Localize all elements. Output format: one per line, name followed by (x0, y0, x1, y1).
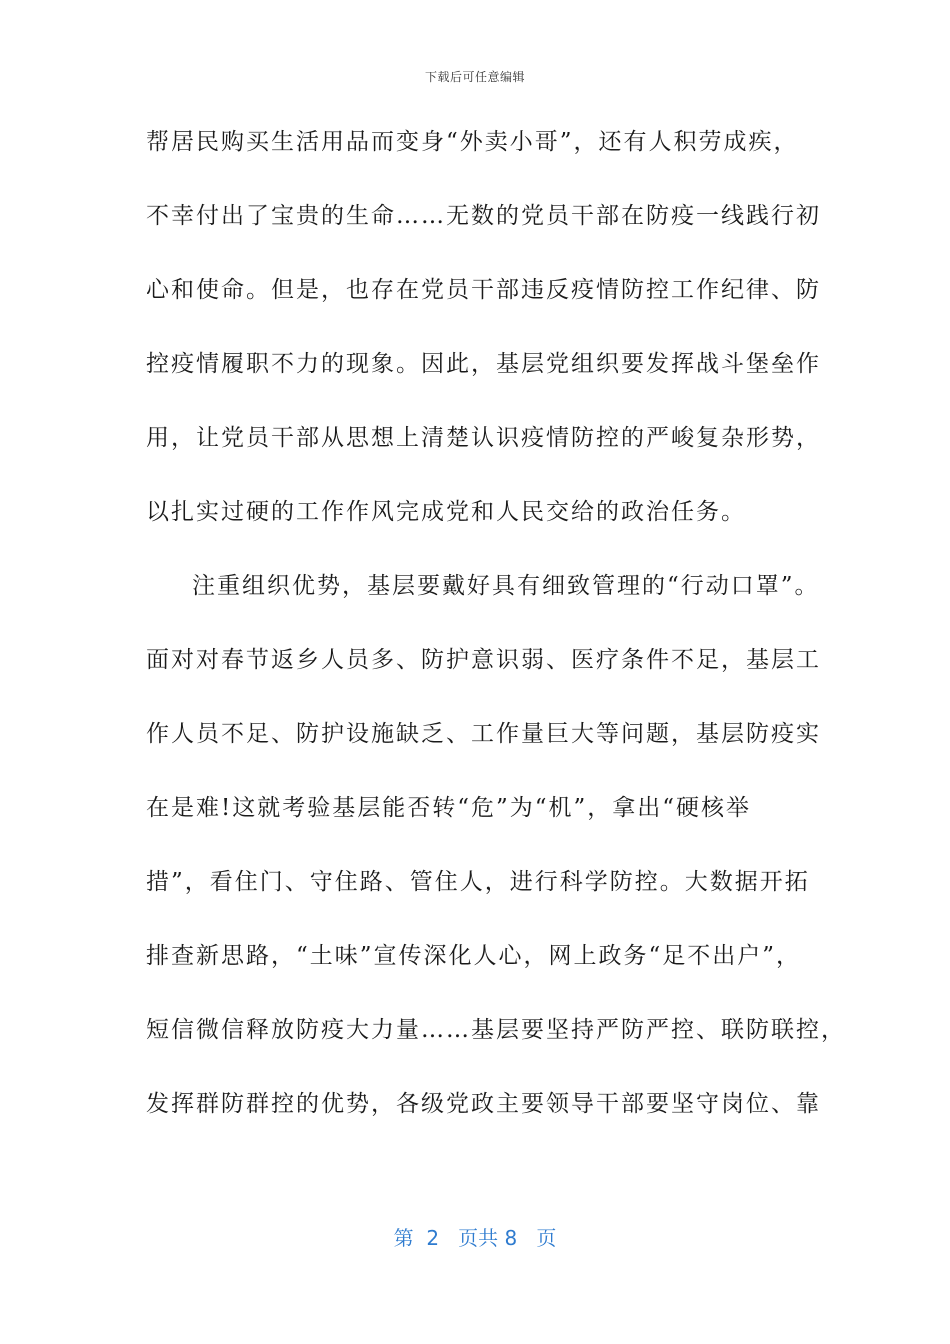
text-line: 心和使命。但是，也存在党员干部违反疫情防控工作纪律、防 (146, 277, 821, 303)
text-line: 措”，看住门、守住路、管住人，进行科学防控。大数据开拓 (146, 869, 810, 895)
text-line: 作人员不足、防护设施缺乏、工作量巨大等问题，基层防疫实 (146, 721, 821, 747)
text-line: 面对对春节返乡人员多、防护意识弱、医疗条件不足，基层工 (146, 647, 821, 673)
text-line: 不幸付出了宝贵的生命……无数的党员干部在防疫一线践行初 (146, 203, 821, 229)
page-header: 下载后可任意编辑 (424, 70, 525, 84)
text-line: 以扎实过硬的工作作风完成党和人民交给的政治任务。 (146, 499, 746, 525)
text-line: 短信微信释放防疫大力量……基层要坚持严防严控、联防联控， (146, 1017, 846, 1043)
text-line: 控疫情履职不力的现象。因此，基层党组织要发挥战斗堡垒作 (146, 351, 821, 377)
text-line: 用，让党员干部从思想上清楚认识疫情防控的严峻复杂形势， (146, 425, 821, 451)
text-line: 发挥群防群控的优势，各级党政主要领导干部要坚守岗位、靠 (146, 1091, 821, 1117)
paragraph-first-line: 注重组织优势，基层要戴好具有细致管理的“行动口罩”。 (192, 573, 820, 599)
document-body (146, 120, 846, 1156)
text-line: 在是难!这就考验基层能否转“危”为“机”，拿出“硬核举 (146, 795, 752, 821)
page-number: 第 2 页共 8 页 (393, 1226, 557, 1250)
text-line: 排查新思路，“土味”宣传深化人心，网上政务“足不出户”， (146, 943, 802, 969)
text-line: 帮居民购买生活用品而变身“外卖小哥”，还有人积劳成疾， (146, 129, 799, 155)
